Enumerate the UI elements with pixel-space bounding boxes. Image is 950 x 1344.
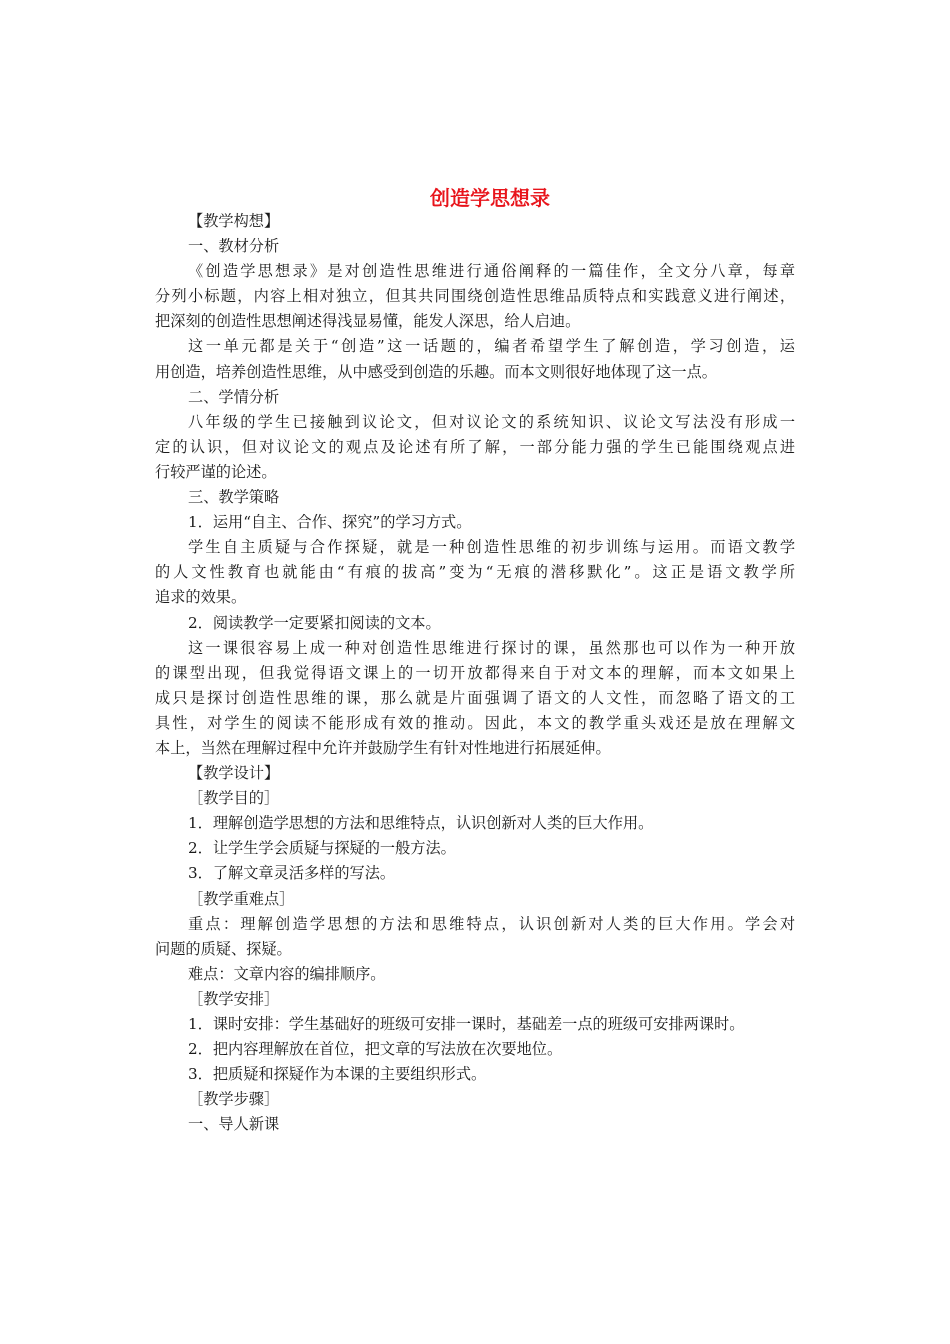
section-heading-teaching-concept: 【教学构想】 — [188, 212, 280, 230]
list-item: 3．把质疑和探疑作为本课的主要组织形式。 — [188, 1065, 487, 1084]
paragraph-line: 成只是探讨创造性思维的课，那么就是片面强调了语文的人文性，而忽略了语文的工 — [155, 688, 795, 707]
subheading-key-points: ［教学重难点］ — [188, 889, 295, 908]
list-item: 1．理解创造学思想的方法和思维特点，认识创新对人类的巨大作用。 — [188, 814, 654, 833]
subheading-teaching-arrangement: ［教学安排］ — [188, 989, 280, 1008]
paragraph-line: 的课型出现，但我觉得语文课上的一切开放都得来自于对文本的理解，而本文如果上 — [155, 663, 795, 682]
paragraph-line: 分列小标题，内容上相对独立，但其共同围绕创造性思维品质特点和实践意义进行阐述， — [155, 287, 795, 306]
list-item: 3．了解文章灵活多样的写法。 — [188, 864, 396, 883]
paragraph-line: 重点：理解创造学思想的方法和思维特点，认识创新对人类的巨大作用。学会对 — [188, 914, 795, 933]
document-body — [155, 209, 795, 1137]
section-heading-teaching-design: 【教学设计】 — [188, 764, 280, 783]
list-item: 1．课时安排：学生基础好的班级可安排一课时，基础差一点的班级可安排两课时。 — [188, 1015, 745, 1033]
paragraph-line: 用创造，培养创造性思维，从中感受到创造的乐趣。而本文则很好地体现了这一点。 — [155, 362, 717, 381]
paragraph-line: 八年级的学生已接触到议论文，但对议论文的系统知识、议论文写法没有形成一 — [188, 412, 795, 431]
list-item: 1．运用“自主、合作、探究”的学习方式。 — [188, 513, 472, 532]
paragraph-line: 《创造学思想录》是对创造性思维进行通俗阐释的一篇佳作，全文分八章，每章 — [188, 262, 795, 281]
list-item: 2．把内容理解放在首位，把文章的写法放在次要地位。 — [188, 1040, 563, 1059]
list-item: 2．让学生学会质疑与探疑的一般方法。 — [188, 839, 456, 858]
paragraph-line: 的人文性教育也就能由“有痕的拔高”变为“无痕的潜移默化”。这正是语文教学所 — [155, 563, 795, 582]
subheading-teaching-goals: ［教学目的］ — [188, 789, 280, 808]
document-title: 创造学思想录 — [430, 186, 550, 210]
subheading-teaching-strategy: 三、教学策略 — [188, 488, 280, 507]
paragraph-line: 把深刻的创造性思想阐述得浅显易懂，能发人深思，给人启迪。 — [155, 312, 581, 331]
paragraph-line: 这一单元都是关于“创造”这一话题的，编者希望学生了解创造，学习创造，运 — [188, 337, 795, 356]
subheading-student-analysis: 二、学情分析 — [188, 387, 280, 406]
paragraph-line: 学生自主质疑与合作探疑，就是一种创造性思维的初步训练与运用。而语文教学 — [188, 538, 795, 557]
paragraph-line: 这一课很容易上成一种对创造性思维进行探讨的课，虽然那也可以作为一种开放 — [188, 638, 795, 657]
paragraph-line: 难点：文章内容的编排顺序。 — [188, 964, 386, 983]
subheading-teaching-steps: ［教学步骤］ — [188, 1090, 280, 1109]
paragraph-line: 行较严谨的论述。 — [155, 462, 277, 481]
paragraph-line: 追求的效果。 — [155, 588, 247, 607]
list-item: 2．阅读教学一定要紧扣阅读的文本。 — [188, 613, 441, 632]
subheading-textbook-analysis: 一、教材分析 — [188, 237, 280, 256]
paragraph-line: 定的认识，但对议论文的观点及论述有所了解，一部分能力强的学生已能围绕观点进 — [155, 437, 795, 456]
paragraph-line: 问题的质疑、探疑。 — [155, 939, 292, 958]
subheading-introduction: 一、导人新课 — [188, 1115, 280, 1134]
paragraph-line: 具性，对学生的阅读不能形成有效的推动。因此，本文的教学重头戏还是放在理解文 — [155, 713, 795, 732]
paragraph-line: 本上，当然在理解过程中允许并鼓励学生有针对性地进行拓展延伸。 — [155, 738, 611, 757]
